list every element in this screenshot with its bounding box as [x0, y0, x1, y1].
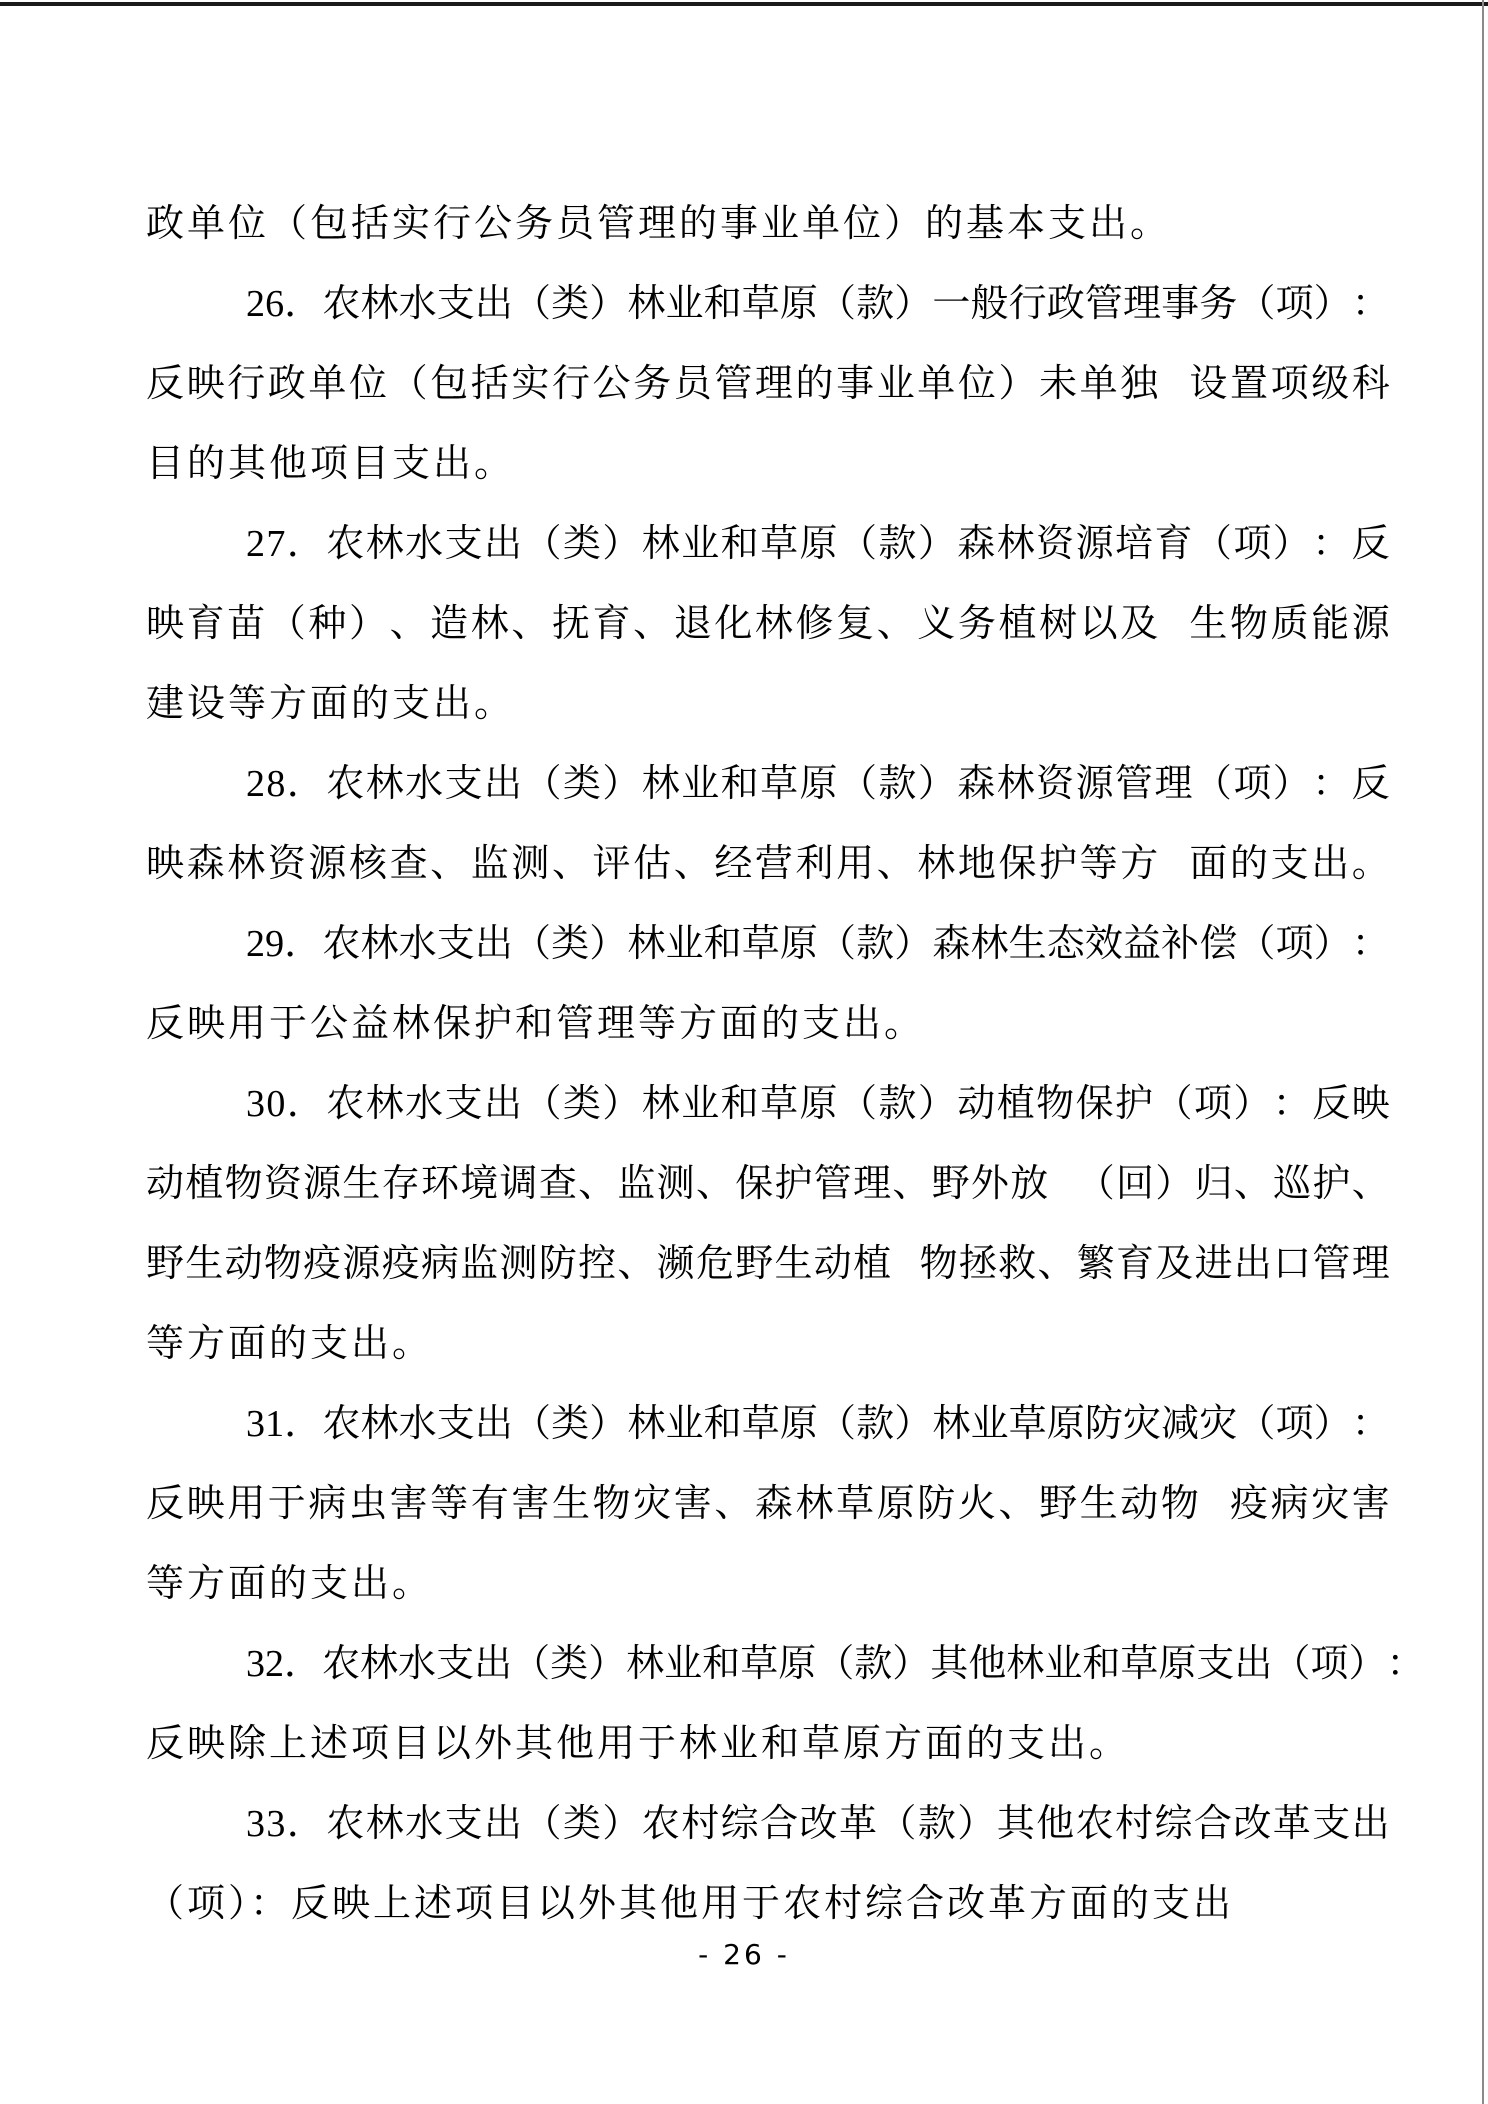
- text-line: 2 8 ． 农 林 水 支 出 （ 类 ） 林 业 和 草 原 （ 款 ） 森 林 资 源 管 理 （ 项 ） ： 反: [246, 763, 1390, 805]
- text-line: 3 2 ． 农 林 水 支 出 （ 类 ） 林 业 和 草 原 （ 款 ） 其 他 林 业 和 草 原 支 出 （ 项 ） ：: [246, 1643, 1425, 1685]
- text-line: 3 0 ． 农 林 水 支 出 （ 类 ） 林 业 和 草 原 （ 款 ） 动 植 物 保 护 （ 项 ） ： 反 映: [246, 1083, 1390, 1125]
- text-line: 3 3 ． 农 林 水 支 出 （ 类 ） 农 村 综 合 改 革 （ 款 ） 其 他 农 村 综 合 改 革 支 出: [246, 1803, 1390, 1845]
- right-border-line: [1482, 0, 1484, 2104]
- text-block: [146, 184, 1425, 1944]
- text-line: 政单位（包括实行公务员管理的事业单位）的基本支出。: [146, 203, 1172, 245]
- text-line: 映 森 林 资 源 核 查 、 监 测 、 评 估 、 经 营 利 用 、 林 地 保 护 等 方 面 的 支 出 。: [146, 843, 1390, 885]
- text-line: 反 映 用 于 病 虫 害 等 有 害 生 物 灾 害 、 森 林 草 原 防 火 、 野 生 动 物 疫 病 灾 害: [146, 1483, 1390, 1525]
- text-line: 2 6 ． 农 林 水 支 出 （ 类 ） 林 业 和 草 原 （ 款 ） 一 般 行 政 管 理 事 务 （ 项 ） ：: [246, 283, 1390, 325]
- text-line: 建设等方面的支出。: [146, 683, 516, 725]
- page-number: - 26 -: [698, 1938, 790, 1971]
- text-line: 等方面的支出。: [146, 1323, 434, 1365]
- text-line: 动 植 物 资 源 生 存 环 境 调 查 、 监 测 、 保 护 管 理 、 野 外 放 （ 回 ） 归 、 巡 护 、: [146, 1163, 1390, 1205]
- text-line: 2 7 ． 农 林 水 支 出 （ 类 ） 林 业 和 草 原 （ 款 ） 森 林 资 源 培 育 （ 项 ） ： 反: [246, 523, 1390, 565]
- text-line: 映 育 苗 （ 种 ） 、 造 林 、 抚 育 、 退 化 林 修 复 、 义 务 植 树 以 及 生 物 质 能 源: [146, 603, 1390, 645]
- text-line: 目的其他项目支出。: [146, 443, 516, 485]
- text-line: 反映用于公益林保护和管理等方面的支出。: [146, 1003, 926, 1045]
- text-line: 等方面的支出。: [146, 1563, 434, 1605]
- text-line: 反 映 行 政 单 位 （ 包 括 实 行 公 务 员 管 理 的 事 业 单 位 ） 未 单 独 设 置 项 级 科: [146, 363, 1390, 405]
- top-border-line: [0, 2, 1488, 6]
- text-line: 2 9 ． 农 林 水 支 出 （ 类 ） 林 业 和 草 原 （ 款 ） 森 林 生 态 效 益 补 偿 （ 项 ） ：: [246, 923, 1390, 965]
- text-line: （项）：反映上述项目以外其他用于农村综合改革方面的支出: [146, 1883, 1235, 1925]
- text-line: 3 1 ． 农 林 水 支 出 （ 类 ） 林 业 和 草 原 （ 款 ） 林 业 草 原 防 灾 减 灾 （ 项 ） ：: [246, 1403, 1390, 1445]
- text-line: 反映除上述项目以外其他用于林业和草原方面的支出。: [146, 1723, 1131, 1765]
- text-line: 野 生 动 物 疫 源 疫 病 监 测 防 控 、 濒 危 野 生 动 植 物 拯 救 、 繁 育 及 进 出 口 管 理: [146, 1243, 1390, 1285]
